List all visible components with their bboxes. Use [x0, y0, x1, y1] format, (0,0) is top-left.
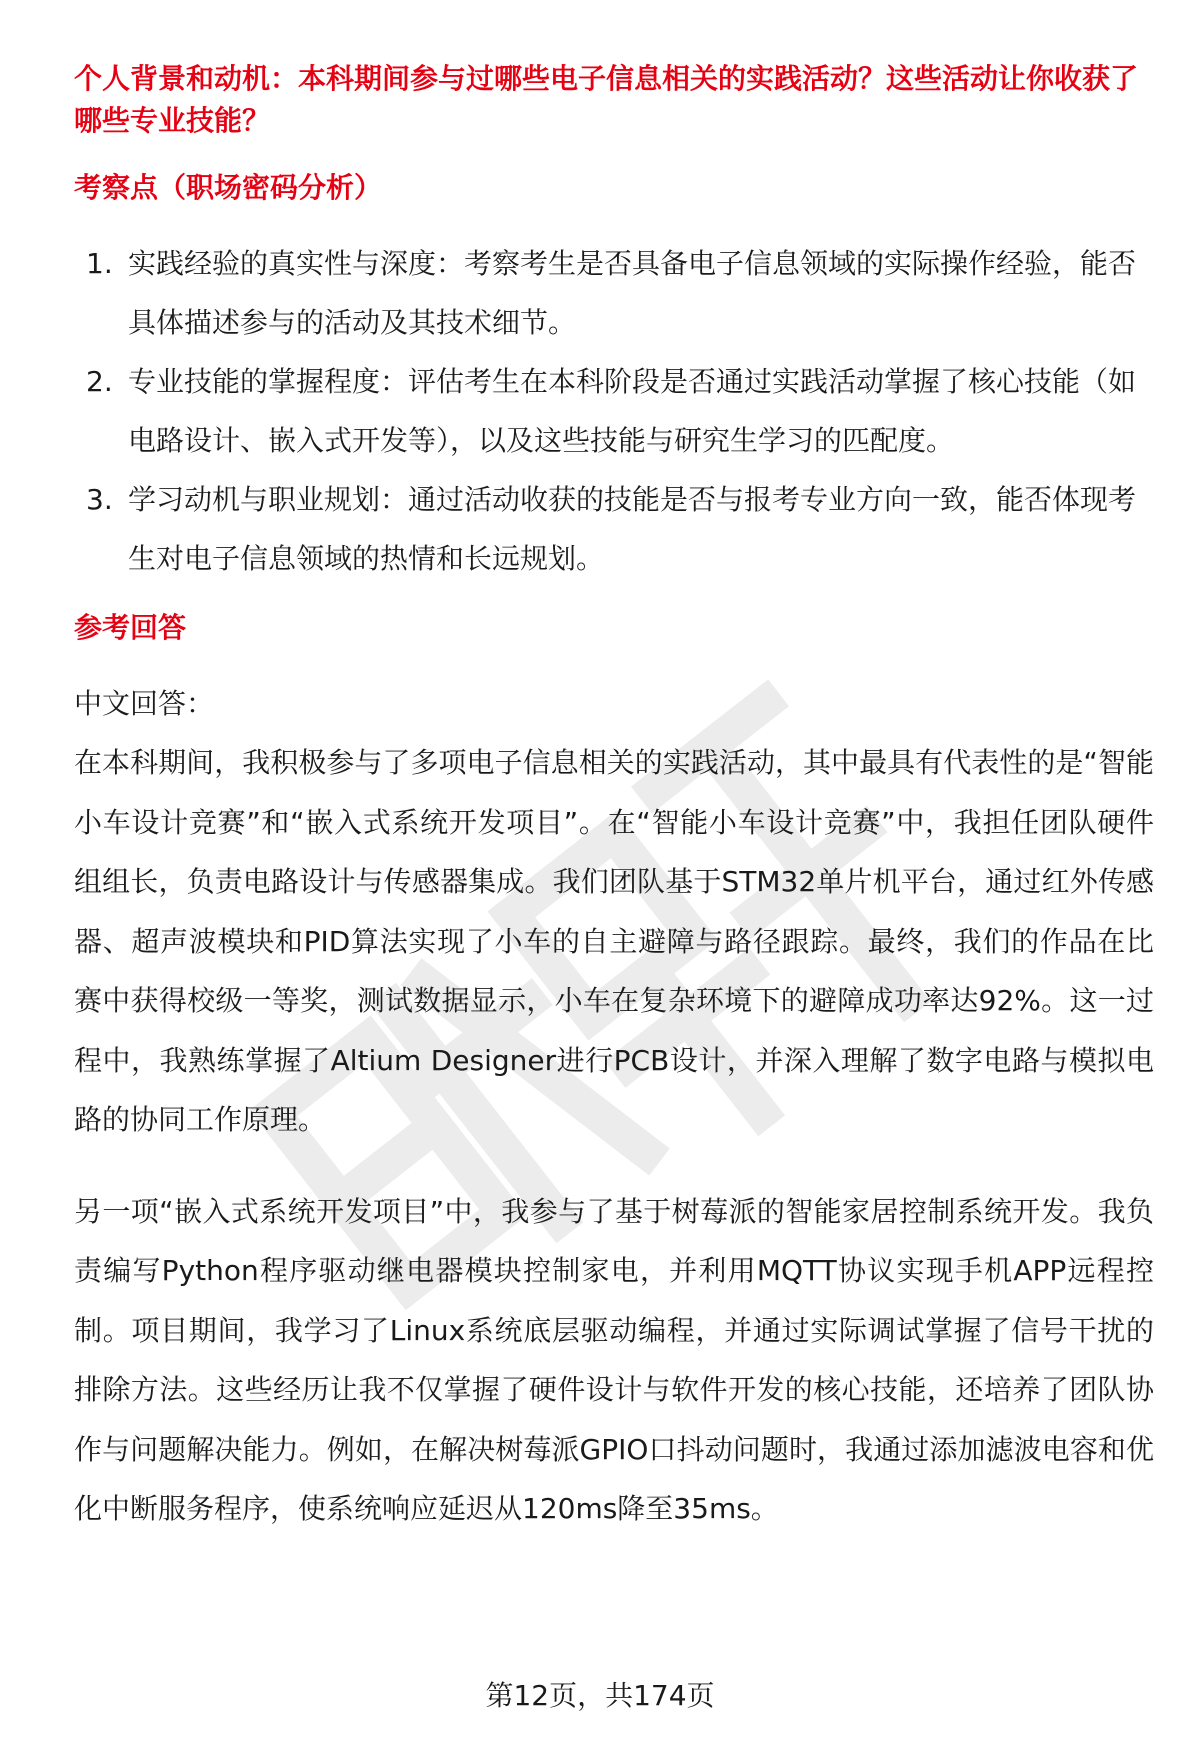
list-item-number: 3. — [86, 483, 113, 516]
list-item — [74, 352, 1154, 470]
document-body — [74, 58, 1154, 1539]
answer-heading: 参考回答 — [74, 611, 187, 644]
answer-paragraph: 另一项“嵌入式系统开发项目”中，我参与了基于树莓派的智能家居控制系统开发。我负责编写Python程序驱动继电器模块控制家电，并利用MQTT协议实现手机APP远程控制。项目期间，我学习了Linux系统底层驱动编程，并通过实际调试掌握了信号干扰的排除方法。这些经历让我不仅掌握了硬件设计与软件开发的核心技能，还培养了团队协作与问题解决能力。例如，在解决树莓派GPIO口抖动问题时，我通过添加滤波电容和优化中断服务程序，使系统响应延迟从120ms降至35ms。 — [74, 1194, 1154, 1525]
list-item-number: 2. — [86, 365, 113, 398]
list-item-text: 专业技能的掌握程度：评估考生在本科阶段是否通过实践活动掌握了核心技能（如电路设计、嵌入式开发等），以及这些技能与研究生学习的匹配度。 — [128, 365, 1137, 457]
answer-paragraph: 在本科期间，我积极参与了多项电子信息相关的实践活动，其中最具有代表性的是“智能小车设计竞赛”和“嵌入式系统开发项目”。在“智能小车设计竞赛”中，我担任团队硬件组组长，负责电路设计与传感器集成。我们团队基于STM32单片机平台，通过红外传感器、超声波模块和PID算法实现了小车的自主避障与路径跟踪。最终，我们的作品在比赛中获得校级一等奖，测试数据显示，小车在复杂环境下的避障成功率达92%。这一过程中，我熟练掌握了Altium Designer进行PCB设计，并深入理解了数字电路与模拟电路的协同工作原理。 — [74, 746, 1154, 1136]
list-item-text: 实践经验的真实性与深度：考察考生是否具备电子信息领域的实际操作经验，能否具体描述参与的活动及其技术细节。 — [128, 247, 1137, 339]
question-heading: 个人背景和动机：本科期间参与过哪些电子信息相关的实践活动？这些活动让你收获了哪些专业技能？ — [74, 62, 1139, 137]
list-item — [74, 470, 1154, 588]
list-item-number: 1. — [86, 247, 113, 280]
list-item-text: 学习动机与职业规划：通过活动收获的技能是否与报考专业方向一致，能否体现考生对电子信息领域的热情和长远规划。 — [128, 483, 1137, 575]
list-item — [74, 234, 1154, 352]
analysis-heading: 考察点（职场密码分析） — [74, 171, 383, 204]
answer-language-label: 中文回答： — [74, 687, 215, 720]
analysis-points-list — [74, 234, 1154, 588]
page-number-footer: 第12页，共174页 — [485, 1679, 715, 1712]
